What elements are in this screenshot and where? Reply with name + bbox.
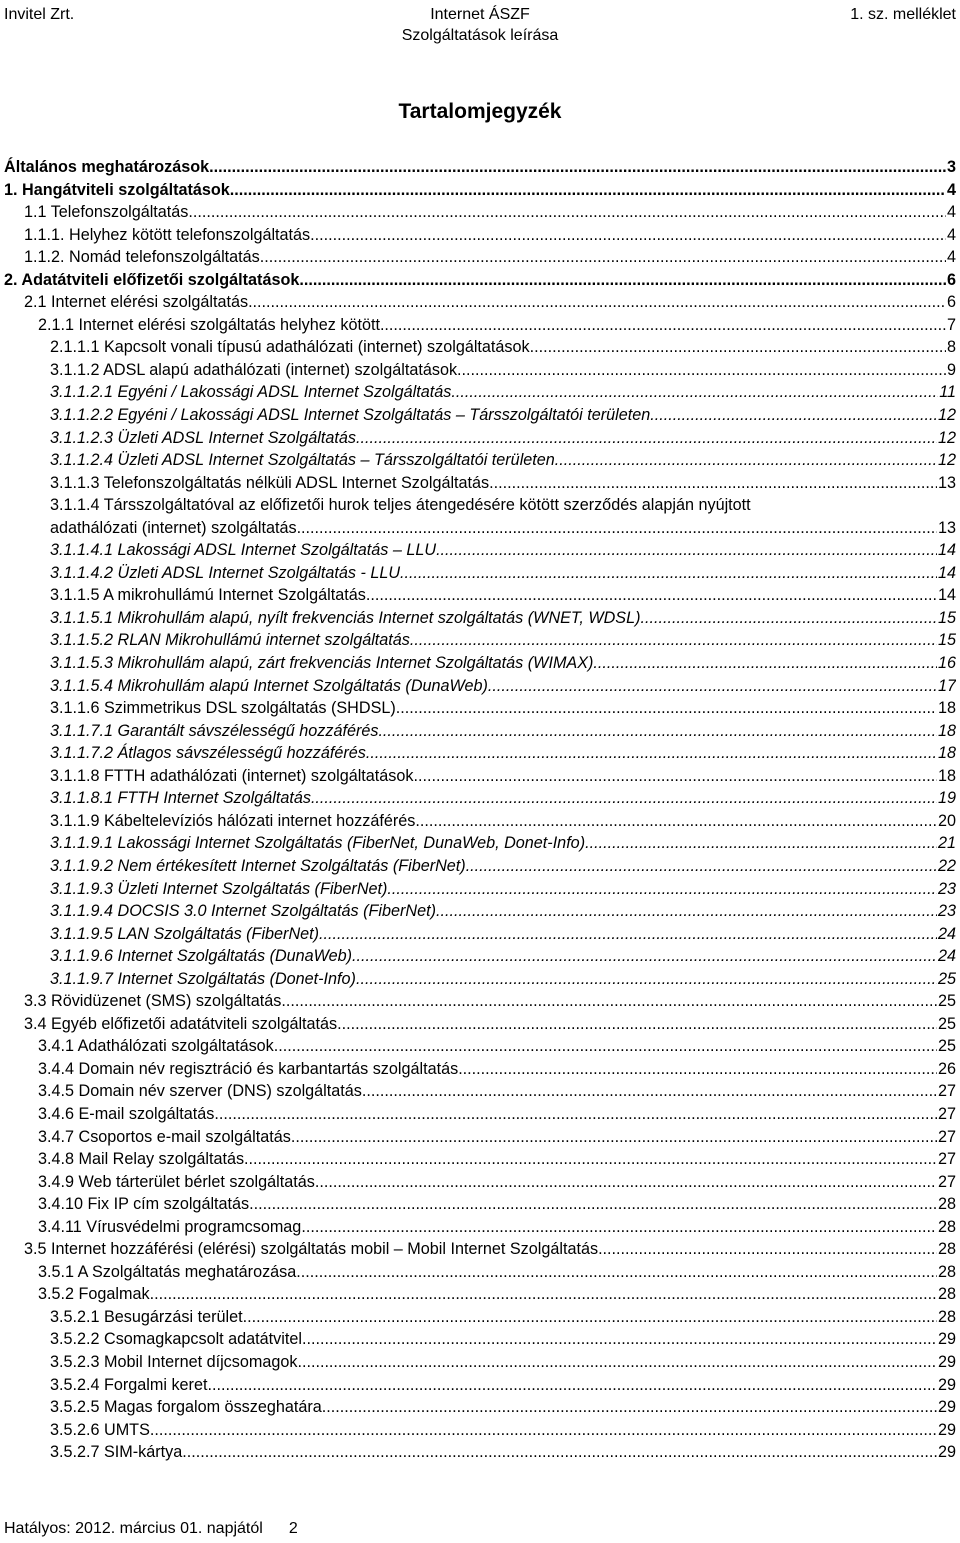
toc-page-number: 3 (946, 158, 956, 176)
toc-entry-title: 3.1.1.9.3 Üzleti Internet Szolgáltatás (FiberNet) (50, 879, 388, 898)
toc-page-number: 29 (937, 1352, 956, 1371)
toc-page-number: 13 (937, 518, 956, 537)
toc-entry[interactable] (0, 472, 960, 495)
toc-entry[interactable] (0, 968, 960, 991)
toc-entry[interactable] (0, 201, 960, 224)
toc-page-number: 15 (937, 608, 956, 627)
toc-entry-title: 3.1.1.2.2 Egyéni / Lakossági ADSL Internet Szolgáltatás – Társszolgáltatói területen (50, 406, 651, 425)
toc-entry[interactable] (0, 1396, 960, 1419)
toc-page-number: 18 (937, 744, 956, 763)
toc-entry-title: 3.4.7 Csoportos e-mail szolgáltatás (38, 1127, 291, 1146)
toc-dot-leader (297, 517, 937, 540)
toc-entry-title: 2.1 Internet elérési szolgáltatás (24, 293, 249, 312)
toc-entry-title: 3.1.1.2.3 Üzleti ADSL Internet Szolgáltatás (50, 428, 356, 447)
toc-entry-title: 3.1.1.5.1 Mikrohullám alapú, nyílt frekvenciás Internet szolgáltatás (WNET, WDSL) (50, 608, 641, 627)
toc-page-number: 29 (937, 1330, 956, 1349)
toc-page-number: 13 (937, 473, 956, 492)
toc-page-number: 11 (939, 383, 956, 402)
toc-entry-title: 3.1.1.4.2 Üzleti ADSL Internet Szolgáltatás - LLU (50, 563, 401, 582)
toc-entry[interactable] (0, 336, 960, 359)
toc-dot-leader (530, 336, 946, 359)
toc-dot-leader (436, 900, 937, 923)
toc-entry[interactable] (0, 224, 960, 247)
toc-dot-leader (297, 1351, 937, 1374)
toc-page-number: 20 (937, 811, 956, 830)
toc-page-number: 18 (937, 766, 956, 785)
toc-entry-title: 3.5.2.7 SIM-kártya (50, 1443, 183, 1462)
toc-page-number: 24 (937, 924, 956, 943)
toc-entry-title: 3.5.2.2 Csomagkapcsolt adatátvitel (50, 1330, 302, 1349)
toc-entry[interactable] (0, 1035, 960, 1058)
toc-entry[interactable] (0, 404, 960, 427)
toc-page-number: 29 (937, 1398, 956, 1417)
header-appendix: 1. sz. melléklet (850, 6, 956, 23)
toc-entry-title: 2.1.1.1 Kapcsolt vonali típusú adathálózati (internet) szolgáltatások (50, 338, 530, 357)
toc-entry[interactable] (0, 539, 960, 562)
toc-entry-title: 3.4.6 E-mail szolgáltatás (38, 1104, 215, 1123)
toc-page-number: 6 (946, 270, 956, 289)
toc-entry[interactable] (0, 878, 960, 901)
toc-entry[interactable] (0, 1013, 960, 1036)
toc-entry-title: 3.1.1.9 Kábeltelevíziós hálózati internet hozzáférés (50, 811, 416, 830)
toc-dot-leader (396, 697, 937, 720)
toc-dot-leader (311, 787, 937, 810)
toc-page-number: 17 (937, 676, 956, 695)
toc-page-number: 12 (937, 428, 956, 447)
toc-entry-title: 3.5.2.3 Mobil Internet díjcsomagok (50, 1352, 298, 1371)
toc-entry[interactable] (0, 900, 960, 923)
toc-entry-title: 3.1.1.9.7 Internet Szolgáltatás (Donet-Info) (50, 969, 356, 988)
toc-entry-title: 3.5.2.1 Besugárzási terület (50, 1307, 243, 1326)
toc-entry-title: 1.1.2. Nomád telefonszolgáltatás (24, 248, 260, 267)
toc-dot-leader (585, 832, 937, 855)
toc-dot-leader (598, 1238, 937, 1261)
toc-page-number: 12 (937, 406, 956, 425)
toc-entry-title: 3.1.1.4.1 Lakossági ADSL Internet Szolgáltatás – LLU (50, 541, 437, 560)
toc-dot-leader (302, 1328, 937, 1351)
toc-entry-title: 3.1.1.9.4 DOCSIS 3.0 Internet Szolgáltatás (FiberNet) (50, 902, 436, 921)
toc-entry[interactable] (0, 607, 960, 630)
toc-page-number: 28 (937, 1217, 956, 1236)
toc-entry-title: 3.1.1.8 FTTH adathálózati (internet) szolgáltatások (50, 766, 414, 785)
toc-entry-title: 3.5.2.4 Forgalmi keret (50, 1375, 208, 1394)
toc-dot-leader (387, 878, 937, 901)
toc-entry[interactable] (0, 652, 960, 675)
toc-dot-leader (356, 427, 937, 450)
toc-page-number: 22 (937, 856, 956, 875)
toc-dot-leader (457, 359, 946, 382)
toc-dot-leader (466, 855, 937, 878)
toc-entry-title: Általános meghatározások (4, 158, 210, 176)
toc-dot-leader (281, 990, 937, 1013)
toc-page-number: 25 (937, 1037, 956, 1056)
toc-entry-title: 3.1.1.5.3 Mikrohullám alapú, zárt frekvenciás Internet Szolgáltatás (WIMAX) (50, 654, 594, 673)
toc-entry-title: 3.5.2 Fogalmak (38, 1285, 150, 1304)
toc-entry[interactable] (0, 1171, 960, 1194)
toc-dot-leader (641, 607, 937, 630)
toc-dot-leader (150, 1419, 937, 1442)
toc-dot-leader (337, 1013, 937, 1036)
toc-dot-leader (182, 1441, 937, 1464)
toc-dot-leader (207, 1374, 937, 1397)
toc-page-number: 28 (937, 1240, 956, 1259)
toc-dot-leader (299, 269, 946, 292)
toc-entry-title: 3.1.1.2.1 Egyéni / Lakossági ADSL Internet Szolgáltatás (50, 383, 452, 402)
toc-entry[interactable] (0, 179, 960, 202)
toc-page-number: 19 (937, 789, 956, 808)
toc-dot-leader (380, 314, 946, 337)
toc-entry[interactable] (0, 945, 960, 968)
toc-entry[interactable] (0, 675, 960, 698)
toc-entry[interactable] (0, 517, 960, 540)
toc-entry-title: 3.5.2.5 Magas forgalom összeghatára (50, 1398, 322, 1417)
toc-entry[interactable] (0, 269, 960, 292)
toc-page-number: 21 (937, 834, 956, 853)
toc-dot-leader (488, 675, 937, 698)
toc-dot-leader (555, 449, 937, 472)
toc-entry[interactable] (0, 1193, 960, 1216)
toc-entry-title: adathálózati (internet) szolgáltatás (50, 518, 297, 537)
toc-page-number: 28 (937, 1195, 956, 1214)
toc-dot-leader (362, 1080, 937, 1103)
toc-entry[interactable] (0, 156, 960, 179)
toc-page-number: 14 (937, 586, 956, 605)
toc-page-number: 29 (937, 1443, 956, 1462)
toc-entry[interactable] (0, 787, 960, 810)
toc-page-number: 15 (937, 631, 956, 650)
toc-entry[interactable] (0, 742, 960, 765)
toc-entry-title: 3.1.1.5 A mikrohullámú Internet Szolgáltatás (50, 586, 366, 605)
toc-entry-title: 3.5 Internet hozzáférési (elérési) szolgáltatás mobil – Mobil Internet Szolgáltatás (24, 1240, 599, 1259)
toc-entry[interactable] (0, 1283, 960, 1306)
toc-page-number: 4 (946, 180, 956, 199)
header-title-line1: Internet ÁSZF (430, 6, 530, 23)
toc-page-number: 28 (937, 1285, 956, 1304)
toc-page-number: 25 (937, 1014, 956, 1033)
toc-entry[interactable] (0, 720, 960, 743)
toc-entry[interactable] (0, 1374, 960, 1397)
toc-page-number: 8 (946, 338, 956, 357)
toc-page-number: 18 (937, 699, 956, 718)
toc-entry-title: 3.1.1.2 ADSL alapú adathálózati (internet) szolgáltatások (50, 360, 458, 379)
toc-entry-title: 2.1.1 Internet elérési szolgáltatás helyhez kötött (38, 315, 380, 334)
toc-page-number: 25 (937, 992, 956, 1011)
toc-dot-leader (378, 720, 937, 743)
toc-dot-leader (274, 1035, 937, 1058)
toc-dot-leader (410, 629, 937, 652)
toc-dot-leader (214, 1103, 937, 1126)
toc-page-number: 23 (937, 902, 956, 921)
toc-entry[interactable] (0, 1306, 960, 1329)
toc-entry[interactable] (0, 314, 960, 337)
toc-entry[interactable] (0, 765, 960, 788)
toc-entry-title: 3.1.1.7.1 Garantált sávszélességű hozzáférés (50, 721, 379, 740)
footer-page-number: 2 (288, 1520, 298, 1537)
toc-dot-leader (310, 224, 946, 247)
toc-entry-title: 3.1.1.6 Szimmetrikus DSL szolgáltatás (SHDSL) (50, 699, 396, 718)
toc-entry-title: 3.3 Rövidüzenet (SMS) szolgáltatás (24, 992, 282, 1011)
toc-page-number: 26 (937, 1059, 956, 1078)
toc-entry[interactable] (0, 427, 960, 450)
toc-entry-title: 3.1.1.5.4 Mikrohullám alapú Internet Szolgáltatás (DunaWeb) (50, 676, 488, 695)
toc-entry[interactable] (0, 449, 960, 472)
toc-entry[interactable] (0, 1419, 960, 1442)
toc-page-number: 4 (946, 248, 956, 267)
toc-dot-leader (415, 810, 937, 833)
toc-entry-title: 3.4.5 Domain név szerver (DNS) szolgáltatás (38, 1082, 362, 1101)
toc-entry-title: 1. Hangátviteli szolgáltatások (4, 180, 230, 199)
toc-entry[interactable] (0, 1261, 960, 1284)
header-title-line2: Szolgáltatások leírása (401, 27, 559, 44)
toc-dot-leader (296, 1261, 937, 1284)
toc-entry-title: 3.4.11 Vírusvédelmi programcsomag (38, 1217, 302, 1236)
toc-entry[interactable] (0, 494, 960, 517)
toc-dot-leader (451, 381, 938, 404)
toc-entry[interactable] (0, 832, 960, 855)
toc-entry-title: 3.1.1.9.1 Lakossági Internet Szolgáltatás (FiberNet, DunaWeb, Donet-Info) (50, 834, 586, 853)
footer (4, 1518, 298, 1539)
toc-page-number: 4 (946, 225, 956, 244)
toc-page-number: 27 (937, 1172, 956, 1191)
toc-entry-title: 1.1 Telefonszolgáltatás (24, 203, 189, 222)
toc-dot-leader (249, 1193, 937, 1216)
toc-dot-leader (230, 179, 946, 202)
toc-page-number: 28 (937, 1262, 956, 1281)
toc-entry[interactable] (0, 1080, 960, 1103)
toc-page-number: 9 (946, 360, 956, 379)
toc-entry[interactable] (0, 1103, 960, 1126)
toc-entry-title: 3.5.1 A Szolgáltatás meghatározása (38, 1262, 297, 1281)
toc-dot-leader (489, 472, 937, 495)
toc-dot-leader (244, 1148, 937, 1171)
toc-entry[interactable] (0, 359, 960, 382)
toc-entry[interactable] (0, 1441, 960, 1464)
toc-entry[interactable] (0, 990, 960, 1013)
toc-page-number: 14 (937, 541, 956, 560)
toc-dot-leader (188, 201, 946, 224)
toc-entry[interactable] (0, 629, 960, 652)
toc-entry[interactable] (0, 246, 960, 269)
toc-entry-title: 3.1.1.9.6 Internet Szolgáltatás (DunaWeb) (50, 947, 353, 966)
toc-dot-leader (322, 1396, 937, 1419)
toc-entry-title: 2. Adatátviteli előfizetői szolgáltatások (4, 270, 300, 289)
toc-entry[interactable] (0, 1126, 960, 1149)
toc-dot-leader (291, 1126, 937, 1149)
toc-page-number: 29 (937, 1420, 956, 1439)
toc-page-number: 6 (946, 293, 956, 312)
toc-page-number: 16 (937, 654, 956, 673)
toc-entry[interactable] (0, 381, 960, 404)
header-document-title (380, 4, 580, 46)
toc-dot-leader (209, 156, 946, 179)
toc-entry-title: 3.1.1.3 Telefonszolgáltatás nélküli ADSL Internet Szolgáltatás (50, 473, 490, 492)
toc-page-number: 27 (937, 1127, 956, 1146)
toc-page-number: 18 (937, 721, 956, 740)
toc-entry-title: 3.1.1.5.2 RLAN Mikrohullámú internet szolgáltatás (50, 631, 410, 650)
toc-entry[interactable] (0, 1238, 960, 1261)
toc-dot-leader (301, 1216, 937, 1239)
toc-dot-leader (352, 945, 937, 968)
toc-dot-leader (414, 765, 937, 788)
toc-dot-leader (248, 291, 946, 314)
toc-entry[interactable] (0, 584, 960, 607)
toc-dot-leader (150, 1283, 937, 1306)
toc-entry-title: 3.1.1.7.2 Átlagos sávszélességű hozzáférés (50, 744, 366, 763)
toc-page-number: 27 (937, 1150, 956, 1169)
toc-entry-title: 1.1.1. Helyhez kötött telefonszolgáltatás (24, 225, 311, 244)
toc-dot-leader (319, 923, 937, 946)
toc-page-number: 14 (937, 563, 956, 582)
toc-page-number: 4 (946, 203, 956, 222)
toc-page-number: 12 (937, 451, 956, 470)
toc-page-number: 29 (937, 1375, 956, 1394)
toc-entry[interactable] (0, 1216, 960, 1239)
toc-entry-title: 3.4.8 Mail Relay szolgáltatás (38, 1150, 245, 1169)
toc-dot-leader (458, 1058, 937, 1081)
toc-page-number: 27 (937, 1104, 956, 1123)
toc-entry-title: 3.4.9 Web tárterület bérlet szolgáltatás (38, 1172, 315, 1191)
toc-dot-leader (366, 742, 937, 765)
toc-dot-leader (650, 404, 937, 427)
toc-entry[interactable] (0, 855, 960, 878)
toc-entry-title: 3.1.1.4 Társszolgáltatóval az előfizetői hurok teljes átengedésére kötött szerződés alapján nyújtott (50, 496, 751, 515)
toc-entry[interactable] (0, 1148, 960, 1171)
header-company: Invitel Zrt. (4, 6, 75, 23)
toc-dot-leader (436, 539, 937, 562)
toc-entry[interactable] (0, 1351, 960, 1374)
toc-entry-title: 3.4.10 Fix IP cím szolgáltatás (38, 1195, 250, 1214)
toc-entry[interactable] (0, 1058, 960, 1081)
toc-dot-leader (315, 1171, 937, 1194)
toc-page-number: 23 (937, 879, 956, 898)
toc-entry-title: 3.4.1 Adathálózati szolgáltatások (38, 1037, 274, 1056)
toc-page-number: 25 (937, 969, 956, 988)
footer-effective-date: Hatályos: 2012. március 01. napjától (4, 1520, 263, 1537)
toc-entry[interactable] (0, 697, 960, 720)
toc-entry-title: 3.1.1.8.1 FTTH Internet Szolgáltatás (50, 789, 311, 808)
page-title: Tartalomjegyzék (398, 100, 562, 123)
toc-entry[interactable] (0, 810, 960, 833)
toc-entry-title: 3.1.1.9.5 LAN Szolgáltatás (FiberNet) (50, 924, 320, 943)
toc-page-number: 7 (946, 315, 956, 334)
toc-entry[interactable] (0, 1328, 960, 1351)
toc-dot-leader (356, 968, 937, 991)
toc-page-number: 28 (937, 1307, 956, 1326)
toc-entry[interactable] (0, 291, 960, 314)
toc-dot-leader (400, 562, 937, 585)
table-of-contents (0, 156, 960, 1464)
toc-entry-title: 3.1.1.2.4 Üzleti ADSL Internet Szolgáltatás – Társszolgáltatói területen (50, 451, 555, 470)
toc-entry[interactable] (0, 562, 960, 585)
toc-dot-leader (243, 1306, 937, 1329)
toc-entry-title: 3.5.2.6 UMTS (50, 1420, 150, 1439)
toc-entry[interactable] (0, 923, 960, 946)
toc-dot-leader (366, 584, 937, 607)
toc-entry-title: 3.4 Egyéb előfizetői adatátviteli szolgáltatás (24, 1014, 338, 1033)
toc-entry-title: 3.1.1.9.2 Nem értékesített Internet Szolgáltatás (FiberNet) (50, 856, 466, 875)
toc-dot-leader (593, 652, 937, 675)
toc-dot-leader (260, 246, 946, 269)
toc-page-number: 27 (937, 1082, 956, 1101)
toc-entry-title: 3.4.4 Domain név regisztráció és karbantartás szolgáltatás (38, 1059, 459, 1078)
toc-page-number: 24 (937, 947, 956, 966)
